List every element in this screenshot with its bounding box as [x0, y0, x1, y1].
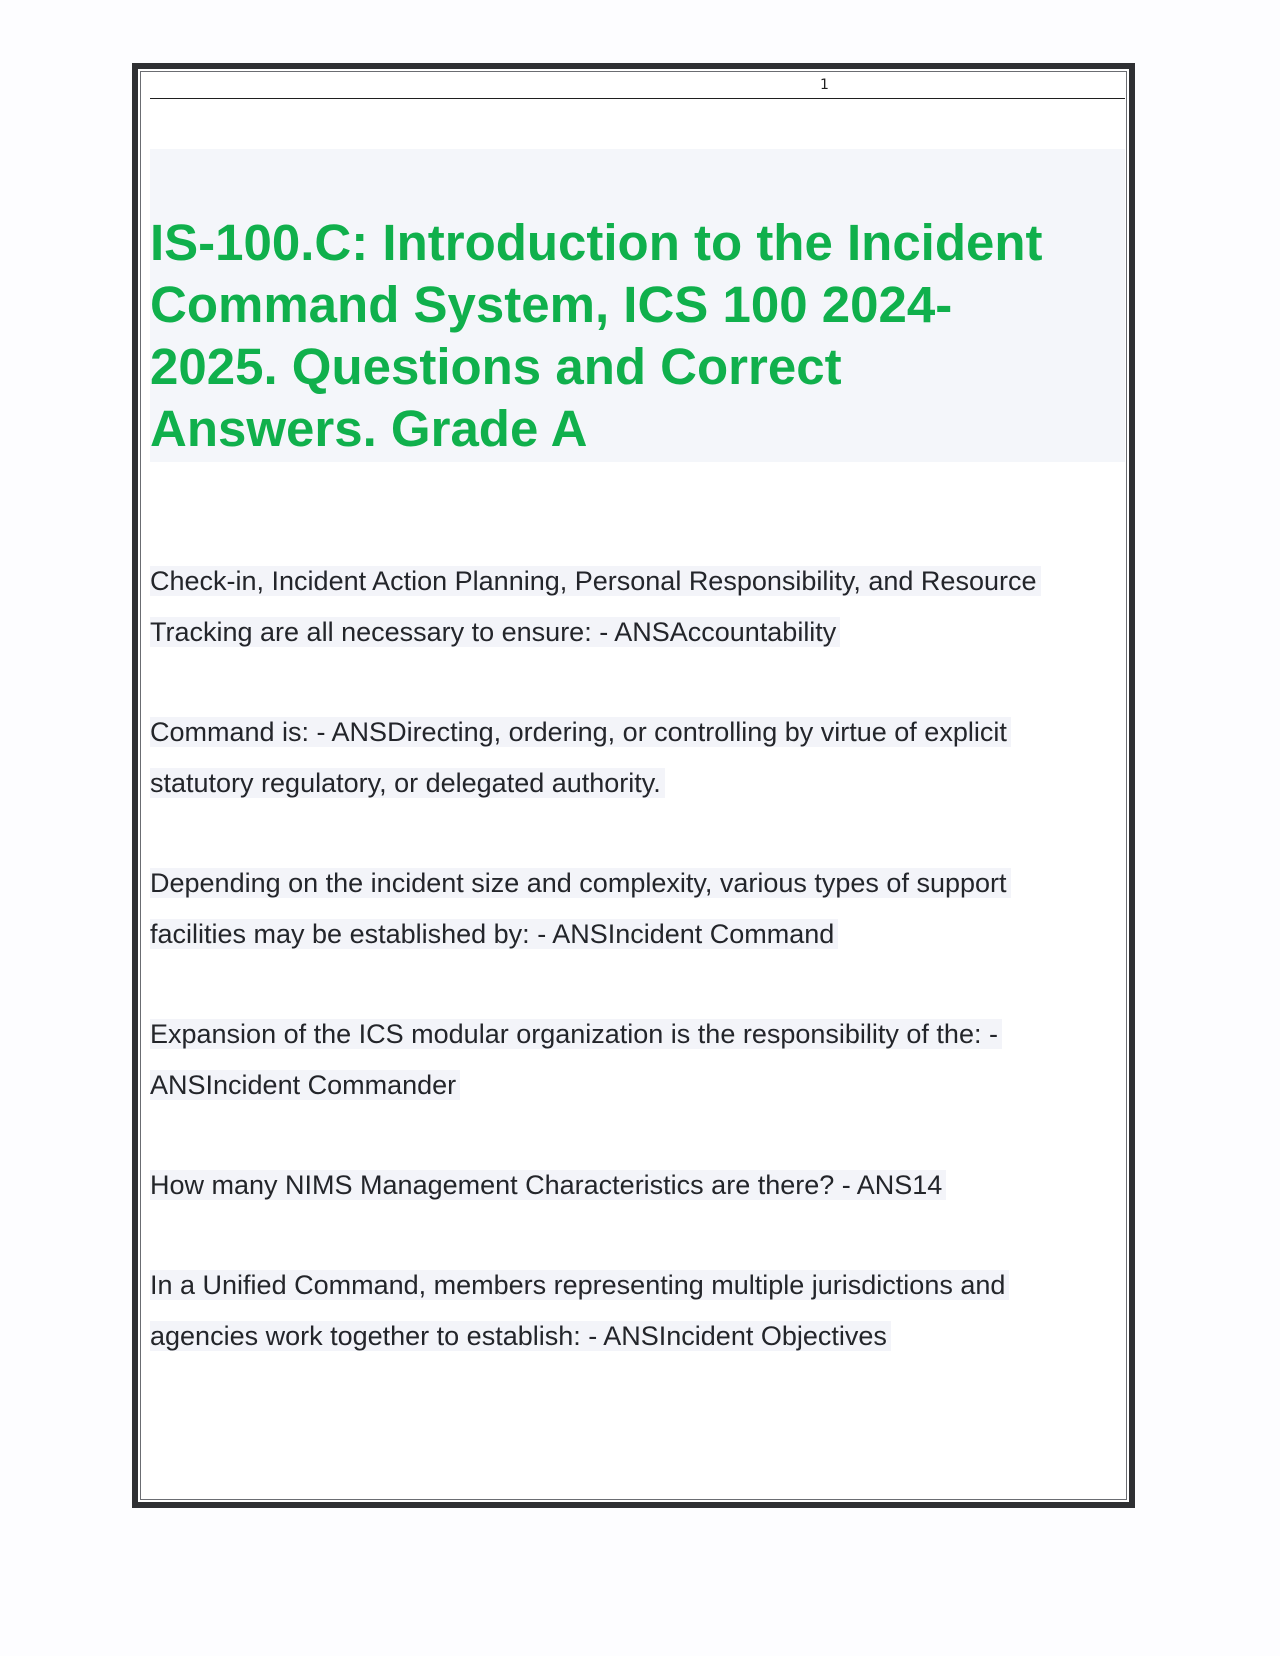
qa-item: [150, 1260, 1125, 1362]
qa-text: agencies work together to establish: - ANSIncident Objectives: [150, 1321, 891, 1351]
qa-text: Command is: - ANSDirecting, ordering, or controlling by virtue of explicit: [150, 717, 1011, 747]
question-answer-list: [150, 556, 1125, 1411]
header-rule: [150, 98, 1125, 99]
qa-text: statutory regulatory, or delegated authority.: [150, 768, 665, 798]
qa-text: facilities may be established by: - ANSIncident Command: [150, 919, 838, 949]
document-title: [150, 212, 1125, 460]
qa-item: [150, 1009, 1125, 1111]
title-line: 2025. Questions and Correct: [150, 338, 842, 395]
qa-item: [150, 556, 1125, 658]
qa-text: Expansion of the ICS modular organization is the responsibility of the: -: [150, 1019, 1002, 1049]
title-line: Answers. Grade A: [150, 400, 588, 457]
qa-item: [150, 707, 1125, 809]
qa-text: Tracking are all necessary to ensure: - ANSAccountability: [150, 617, 840, 647]
qa-text: In a Unified Command, members representing multiple jurisdictions and: [150, 1270, 1009, 1300]
qa-text: ANSIncident Commander: [150, 1070, 460, 1100]
title-line: IS-100.C: Introduction to the Incident: [150, 214, 1043, 271]
qa-item: [150, 858, 1125, 960]
title-line: Command System, ICS 100 2024-: [150, 276, 953, 333]
qa-item: [150, 1160, 1125, 1211]
qa-text: How many NIMS Management Characteristics are there? - ANS14: [150, 1170, 946, 1200]
page-number: 1: [820, 77, 829, 93]
qa-text: Depending on the incident size and complexity, various types of support: [150, 868, 1011, 898]
qa-text: Check-in, Incident Action Planning, Personal Responsibility, and Resource: [150, 566, 1041, 596]
